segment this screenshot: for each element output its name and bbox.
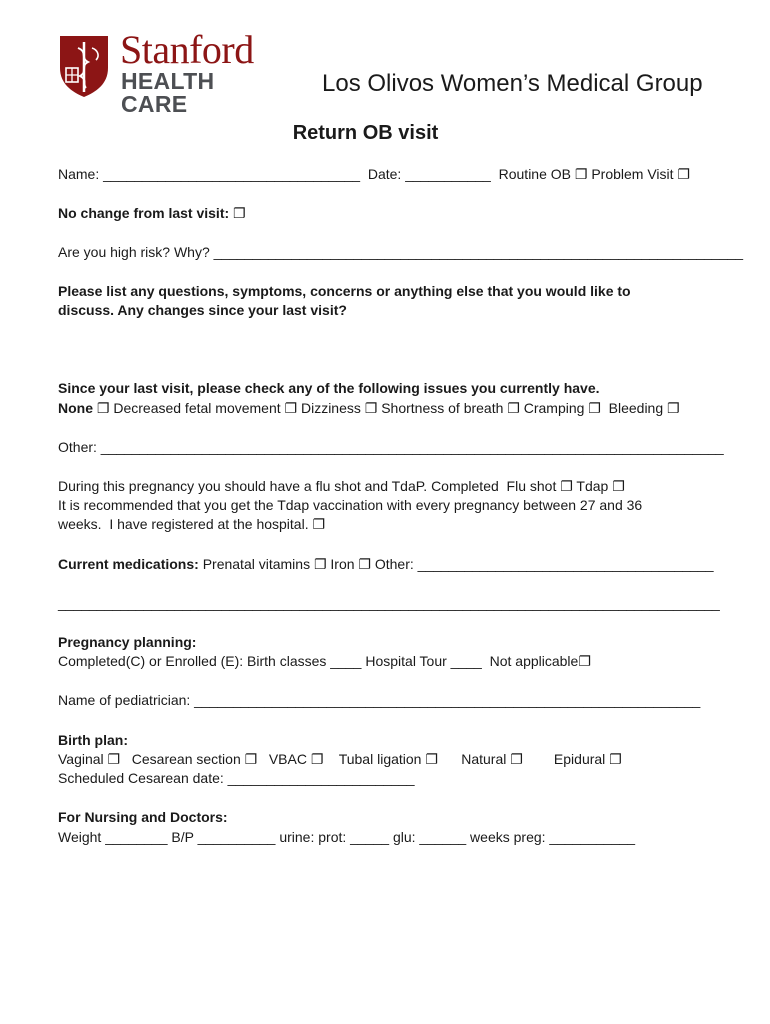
questions-prompt-line-1: Please list any questions, symptoms, concerns or anything else that you would like to: [58, 283, 631, 299]
high-risk-field[interactable]: Are you high risk? Why? ____________________________________________________________________: [58, 244, 744, 260]
nursing-section-label: For Nursing and Doctors:: [58, 809, 228, 825]
birth-plan-label: Birth plan:: [58, 732, 128, 748]
practice-name: Los Olivos Women’s Medical Group: [322, 70, 703, 97]
logo-subbrand-text: HEALTH CARE: [121, 68, 215, 117]
pregnancy-planning-fields[interactable]: Completed(C) or Enrolled (E): Birth classes ____ Hospital Tour ____ Not applicable❐: [58, 653, 591, 669]
no-change-checkbox-line[interactable]: No change from last visit: ❐: [58, 205, 246, 221]
flu-tdap-line-2: It is recommended that you get the Tdap vaccination with every pregnancy between 27 and 36: [58, 497, 643, 513]
pediatrician-field[interactable]: Name of pediatrician: _________________________________________________________________: [58, 692, 701, 708]
logo-brand-text: Stanford: [120, 27, 254, 72]
current-medications-line[interactable]: [58, 555, 714, 575]
issues-none-option[interactable]: None ❐: [58, 400, 110, 416]
current-medications-label: Current medications:: [58, 556, 199, 572]
other-issues-field[interactable]: Other: ________________________________________________________________________________: [58, 439, 724, 455]
since-last-visit-heading: Since your last visit, please check any of the following issues you currently have.: [58, 380, 600, 396]
hospital-registration-line[interactable]: weeks. I have registered at the hospital. ❐: [58, 516, 326, 532]
issues-options[interactable]: Decreased fetal movement ❐ Dizziness ❐ Shortness of breath ❐ Cramping ❐ Bleeding ❐: [109, 400, 680, 416]
questions-prompt-line-2: discuss. Any changes since your last visit?: [58, 302, 347, 318]
form-title: Return OB visit: [292, 122, 439, 144]
medications-continuation-field[interactable]: _____________________________________________________________________________________: [58, 595, 720, 611]
scheduled-cesarean-field[interactable]: Scheduled Cesarean date: ________________________: [58, 770, 415, 786]
flu-tdap-line-1[interactable]: During this pregnancy you should have a flu shot and TdaP. Completed Flu shot ❐ Tdap ❐: [58, 478, 625, 494]
current-medications-options[interactable]: Prenatal vitamins ❐ Iron ❐ Other: ______________________________________: [198, 556, 714, 572]
nursing-vitals-fields[interactable]: Weight ________ B/P __________ urine: prot: _____ glu: ______ weeks preg: ___________: [58, 829, 636, 845]
stanford-health-care-logo: [58, 27, 278, 117]
birth-plan-options[interactable]: Vaginal ❐ Cesarean section ❐ VBAC ❐ Tubal ligation ❐ Natural ❐ Epidural ❐: [58, 751, 622, 767]
stanford-shield-icon: [58, 34, 110, 98]
issues-checkbox-line[interactable]: [58, 399, 680, 419]
pregnancy-planning-label: Pregnancy planning:: [58, 634, 197, 650]
name-date-visit-type-line[interactable]: Name: _________________________________ Date: ___________ Routine OB ❐ Problem Visit ❐: [58, 166, 690, 182]
